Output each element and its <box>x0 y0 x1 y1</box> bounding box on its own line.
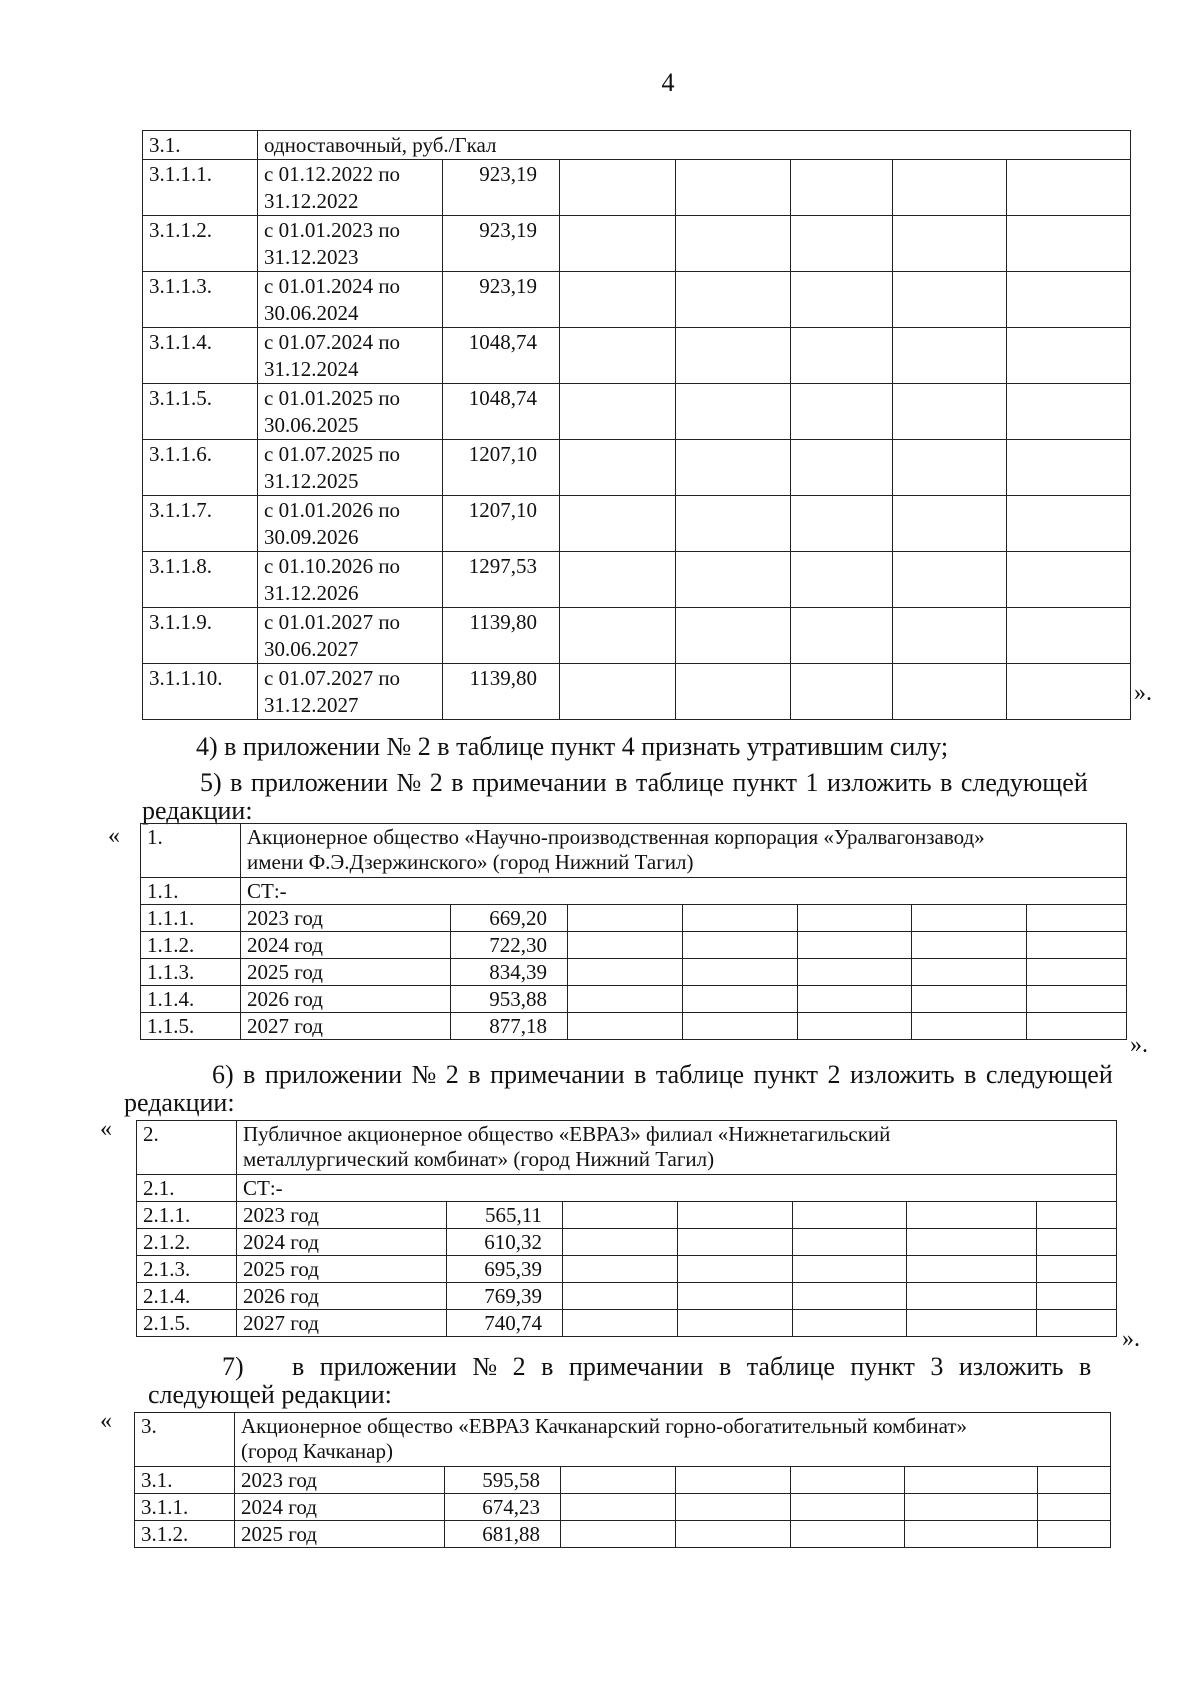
row-number: 1.1. <box>141 878 241 905</box>
empty-cell <box>676 552 791 608</box>
table-row <box>143 664 1131 720</box>
row-number: 1.1.4. <box>141 986 241 1013</box>
empty-cell <box>676 664 791 720</box>
year-cell: 2026 год <box>241 986 451 1013</box>
year-cell: 2027 год <box>237 1310 447 1337</box>
org-number: 3. <box>135 1413 235 1467</box>
empty-cell <box>905 1467 1038 1494</box>
note-table-item-1 <box>140 823 1127 1040</box>
sub-header-row <box>141 878 1127 905</box>
empty-cell <box>1038 1494 1111 1521</box>
tariff-table-3-1 <box>142 130 1131 720</box>
row-number: 1.1.3. <box>141 959 241 986</box>
row-number: 3.1. <box>135 1467 235 1494</box>
empty-cell <box>791 1521 905 1548</box>
period-cell <box>258 552 443 608</box>
sub-label: СТ:- <box>241 878 1127 905</box>
empty-cell <box>793 1256 907 1283</box>
period-cell <box>258 496 443 552</box>
empty-cell <box>560 496 676 552</box>
empty-cell <box>905 1494 1038 1521</box>
period-text: 30.06.2024 <box>264 301 359 325</box>
period-text: 31.12.2027 <box>264 693 359 717</box>
table-row <box>141 986 1127 1013</box>
row-number: 1.1.2. <box>141 932 241 959</box>
empty-cell <box>1027 959 1127 986</box>
period-text: с 01.07.2025 по <box>264 442 401 466</box>
tariff-value: 565,11 <box>447 1202 563 1229</box>
tariff-value: 1207,10 <box>443 496 560 552</box>
year-cell: 2025 год <box>237 1256 447 1283</box>
empty-cell <box>678 1256 793 1283</box>
org-number: 2. <box>137 1121 237 1175</box>
empty-cell <box>793 1310 907 1337</box>
empty-cell <box>676 1494 791 1521</box>
empty-cell <box>676 384 791 440</box>
empty-cell <box>793 1283 907 1310</box>
row-number: 2.1. <box>137 1175 237 1202</box>
year-cell: 2024 год <box>235 1494 445 1521</box>
empty-cell <box>1037 1310 1117 1337</box>
empty-cell <box>676 160 791 216</box>
row-number: 3.1.2. <box>135 1521 235 1548</box>
period-text: 31.12.2022 <box>264 189 359 213</box>
period-cell <box>258 328 443 384</box>
table-row <box>143 496 1131 552</box>
tariff-value: 923,19 <box>443 272 560 328</box>
empty-cell <box>893 272 1007 328</box>
empty-cell <box>563 1229 678 1256</box>
tariff-value: 769,39 <box>447 1283 563 1310</box>
empty-cell <box>676 272 791 328</box>
tariff-value: 1139,80 <box>443 608 560 664</box>
table-row <box>137 1310 1117 1337</box>
empty-cell <box>1027 932 1127 959</box>
empty-cell <box>1027 986 1127 1013</box>
empty-cell <box>907 1283 1037 1310</box>
table-row <box>143 552 1131 608</box>
period-text: 30.06.2025 <box>264 413 359 437</box>
empty-cell <box>907 1229 1037 1256</box>
row-number: 3.1.1.8. <box>143 552 258 608</box>
empty-cell <box>905 1521 1038 1548</box>
org-name-line2: имени Ф.Э.Дзержинского» (город Нижний Тагил) <box>247 850 694 874</box>
closing-quote: ». <box>1130 1032 1148 1058</box>
row-number: 3.1.1.10. <box>143 664 258 720</box>
period-text: с 01.01.2025 по <box>264 386 401 410</box>
tariff-value: 740,74 <box>447 1310 563 1337</box>
period-text: с 01.01.2027 по <box>264 610 401 634</box>
period-text: с 01.01.2023 по <box>264 218 401 242</box>
empty-cell <box>1007 608 1131 664</box>
empty-cell <box>678 1310 793 1337</box>
period-text: 31.12.2026 <box>264 581 359 605</box>
empty-cell <box>683 1013 798 1040</box>
org-name-line1: Акционерное общество «ЕВРАЗ Качканарский горно-обогатительный комбинат» <box>241 1414 968 1438</box>
org-name <box>237 1121 1117 1175</box>
empty-cell <box>568 905 683 932</box>
empty-cell <box>676 440 791 496</box>
empty-cell <box>560 552 676 608</box>
tariff-value: 923,19 <box>443 216 560 272</box>
empty-cell <box>893 160 1007 216</box>
sub-header-row <box>137 1175 1117 1202</box>
table-row <box>141 959 1127 986</box>
empty-cell <box>893 328 1007 384</box>
tariff-value: 722,30 <box>451 932 568 959</box>
year-cell: 2024 год <box>237 1229 447 1256</box>
empty-cell <box>561 1467 676 1494</box>
empty-cell <box>568 932 683 959</box>
period-text: с 01.12.2022 по <box>264 162 401 186</box>
tariff-value: 1048,74 <box>443 328 560 384</box>
empty-cell <box>561 1494 676 1521</box>
tariff-value: 953,88 <box>451 986 568 1013</box>
empty-cell <box>1007 496 1131 552</box>
table-row <box>141 905 1127 932</box>
empty-cell <box>560 440 676 496</box>
table-row <box>143 328 1131 384</box>
period-text: с 01.01.2026 по <box>264 498 401 522</box>
empty-cell <box>560 160 676 216</box>
row-number: 2.1.3. <box>137 1256 237 1283</box>
empty-cell <box>791 1494 905 1521</box>
empty-cell <box>893 664 1007 720</box>
empty-cell <box>563 1202 678 1229</box>
empty-cell <box>912 1013 1027 1040</box>
empty-cell <box>1037 1202 1117 1229</box>
paragraph-6-line1: 6) в приложении № 2 в примечании в таблице пункт 2 изложить в следующей <box>212 1060 1113 1089</box>
note-table-item-3 <box>134 1412 1111 1548</box>
paragraph-6-line2: редакции: <box>124 1088 235 1117</box>
empty-cell <box>683 986 798 1013</box>
org-row <box>135 1413 1111 1467</box>
empty-cell <box>791 496 893 552</box>
paragraph-5-line2: редакции: <box>142 796 253 825</box>
empty-cell <box>1007 440 1131 496</box>
empty-cell <box>791 272 893 328</box>
period-text: с 01.07.2024 по <box>264 330 401 354</box>
period-text: 30.06.2027 <box>264 637 359 661</box>
empty-cell <box>1007 552 1131 608</box>
row-number: 3.1.1. <box>135 1494 235 1521</box>
empty-cell <box>798 1013 912 1040</box>
empty-cell <box>791 216 893 272</box>
table-row <box>141 1013 1127 1040</box>
empty-cell <box>1038 1521 1111 1548</box>
empty-cell <box>678 1229 793 1256</box>
org-name-line1: Публичное акционерное общество «ЕВРАЗ» филиал «Нижнетагильский <box>243 1122 891 1146</box>
paragraph-5-line1: 5) в приложении № 2 в примечании в таблице пункт 1 изложить в следующей <box>200 768 1088 797</box>
table-row <box>143 608 1131 664</box>
empty-cell <box>791 384 893 440</box>
empty-cell <box>791 552 893 608</box>
row-number: 3.1.1.2. <box>143 216 258 272</box>
empty-cell <box>791 664 893 720</box>
table-row <box>143 272 1131 328</box>
sub-label: СТ:- <box>237 1175 1117 1202</box>
empty-cell <box>1037 1283 1117 1310</box>
table-row <box>143 160 1131 216</box>
table-row <box>135 1467 1111 1494</box>
empty-cell <box>893 216 1007 272</box>
empty-cell <box>912 959 1027 986</box>
empty-cell <box>683 959 798 986</box>
empty-cell <box>798 905 912 932</box>
tariff-type-label: одноставочный, руб./Гкал <box>258 131 1131 160</box>
table-row <box>135 1521 1111 1548</box>
row-number: 3.1.1.4. <box>143 328 258 384</box>
note-table-item-2 <box>136 1120 1117 1337</box>
year-cell: 2023 год <box>237 1202 447 1229</box>
empty-cell <box>676 1521 791 1548</box>
tariff-value: 834,39 <box>451 959 568 986</box>
empty-cell <box>568 986 683 1013</box>
empty-cell <box>568 959 683 986</box>
empty-cell <box>683 932 798 959</box>
table-row <box>137 1256 1117 1283</box>
paragraph-7-line2: следующей редакции: <box>148 1380 392 1409</box>
tariff-value: 695,39 <box>447 1256 563 1283</box>
row-number: 1.1.5. <box>141 1013 241 1040</box>
year-cell: 2025 год <box>241 959 451 986</box>
period-text: с 01.07.2027 по <box>264 666 401 690</box>
tariff-value: 1207,10 <box>443 440 560 496</box>
org-number: 1. <box>141 824 241 878</box>
empty-cell <box>1038 1467 1111 1494</box>
empty-cell <box>1007 328 1131 384</box>
empty-cell <box>793 1229 907 1256</box>
tariff-value: 681,88 <box>445 1521 561 1548</box>
period-cell <box>258 440 443 496</box>
empty-cell <box>560 664 676 720</box>
empty-cell <box>560 608 676 664</box>
empty-cell <box>791 160 893 216</box>
empty-cell <box>912 986 1027 1013</box>
row-number: 2.1.1. <box>137 1202 237 1229</box>
empty-cell <box>561 1521 676 1548</box>
paragraph-7-line1: в приложении № 2 в примечании в таблице пункт 3 изложить в <box>292 1352 1092 1381</box>
table-row <box>141 932 1127 959</box>
opening-quote: « <box>100 1116 112 1142</box>
org-name-line1: Акционерное общество «Научно-производственная корпорация «Уралвагонзавод» <box>247 825 985 849</box>
row-number: 2.1.4. <box>137 1283 237 1310</box>
period-text: с 01.10.2026 по <box>264 554 401 578</box>
empty-cell <box>563 1283 678 1310</box>
opening-quote: « <box>108 823 120 849</box>
empty-cell <box>1027 905 1127 932</box>
org-name-line2: (город Качканар) <box>241 1439 393 1463</box>
year-cell: 2025 год <box>235 1521 445 1548</box>
empty-cell <box>1007 160 1131 216</box>
org-row <box>141 824 1127 878</box>
tariff-value: 669,20 <box>451 905 568 932</box>
empty-cell <box>1037 1256 1117 1283</box>
row-number: 3.1.1.6. <box>143 440 258 496</box>
empty-cell <box>560 384 676 440</box>
empty-cell <box>568 1013 683 1040</box>
empty-cell <box>791 328 893 384</box>
empty-cell <box>798 986 912 1013</box>
tariff-value: 595,58 <box>445 1467 561 1494</box>
period-cell <box>258 272 443 328</box>
tariff-value: 674,23 <box>445 1494 561 1521</box>
table-row <box>137 1229 1117 1256</box>
tariff-value: 1048,74 <box>443 384 560 440</box>
row-number: 2.1.2. <box>137 1229 237 1256</box>
empty-cell <box>1037 1229 1117 1256</box>
paragraph-7-number: 7) <box>222 1352 244 1381</box>
paragraph-4: 4) в приложении № 2 в таблице пункт 4 признать утратившим силу; <box>196 732 949 761</box>
row-number: 2.1.5. <box>137 1310 237 1337</box>
period-text: с 01.01.2024 по <box>264 274 401 298</box>
empty-cell <box>678 1202 793 1229</box>
period-cell <box>258 160 443 216</box>
table-row <box>143 384 1131 440</box>
row-number: 3.1.1.7. <box>143 496 258 552</box>
empty-cell <box>1007 384 1131 440</box>
empty-cell <box>676 328 791 384</box>
org-row <box>137 1121 1117 1175</box>
empty-cell <box>1007 664 1131 720</box>
empty-cell <box>893 384 1007 440</box>
period-cell <box>258 664 443 720</box>
empty-cell <box>791 1467 905 1494</box>
empty-cell <box>676 1467 791 1494</box>
period-cell <box>258 216 443 272</box>
empty-cell <box>798 932 912 959</box>
empty-cell <box>907 1256 1037 1283</box>
page-number: 4 <box>661 68 675 97</box>
period-text: 31.12.2024 <box>264 357 359 381</box>
empty-cell <box>791 608 893 664</box>
empty-cell <box>893 608 1007 664</box>
tariff-value: 610,32 <box>447 1229 563 1256</box>
year-cell: 2024 год <box>241 932 451 959</box>
table-row <box>137 1202 1117 1229</box>
empty-cell <box>798 959 912 986</box>
empty-cell <box>560 216 676 272</box>
empty-cell <box>683 905 798 932</box>
year-cell: 2023 год <box>241 905 451 932</box>
year-cell: 2023 год <box>235 1467 445 1494</box>
table-row <box>137 1283 1117 1310</box>
period-text: 31.12.2023 <box>264 245 359 269</box>
table-row <box>143 216 1131 272</box>
empty-cell <box>907 1202 1037 1229</box>
empty-cell <box>793 1202 907 1229</box>
period-cell <box>258 608 443 664</box>
empty-cell <box>1007 216 1131 272</box>
table-header-row <box>143 131 1131 160</box>
empty-cell <box>893 552 1007 608</box>
period-text: 30.09.2026 <box>264 525 359 549</box>
empty-cell <box>907 1310 1037 1337</box>
row-number: 3.1. <box>143 131 258 160</box>
empty-cell <box>1027 1013 1127 1040</box>
period-text: 31.12.2025 <box>264 469 359 493</box>
tariff-value: 877,18 <box>451 1013 568 1040</box>
row-number: 3.1.1.9. <box>143 608 258 664</box>
row-number: 3.1.1.3. <box>143 272 258 328</box>
org-name <box>235 1413 1111 1467</box>
empty-cell <box>563 1310 678 1337</box>
empty-cell <box>893 496 1007 552</box>
row-number: 1.1.1. <box>141 905 241 932</box>
empty-cell <box>676 496 791 552</box>
tariff-value: 923,19 <box>443 160 560 216</box>
closing-quote: ». <box>1122 1326 1140 1352</box>
row-number: 3.1.1.1. <box>143 160 258 216</box>
org-name-line2: металлургический комбинат» (город Нижний Тагил) <box>243 1147 715 1171</box>
tariff-value: 1139,80 <box>443 664 560 720</box>
empty-cell <box>560 272 676 328</box>
table-row <box>135 1494 1111 1521</box>
empty-cell <box>791 440 893 496</box>
opening-quote: « <box>100 1408 112 1434</box>
closing-quote: ». <box>1134 680 1152 706</box>
year-cell: 2026 год <box>237 1283 447 1310</box>
row-number: 3.1.1.5. <box>143 384 258 440</box>
empty-cell <box>563 1256 678 1283</box>
tariff-value: 1297,53 <box>443 552 560 608</box>
period-cell <box>258 384 443 440</box>
org-name <box>241 824 1127 878</box>
empty-cell <box>560 328 676 384</box>
empty-cell <box>676 216 791 272</box>
empty-cell <box>1007 272 1131 328</box>
year-cell: 2027 год <box>241 1013 451 1040</box>
table-row <box>143 440 1131 496</box>
empty-cell <box>678 1283 793 1310</box>
empty-cell <box>893 440 1007 496</box>
empty-cell <box>912 905 1027 932</box>
empty-cell <box>676 608 791 664</box>
empty-cell <box>912 932 1027 959</box>
